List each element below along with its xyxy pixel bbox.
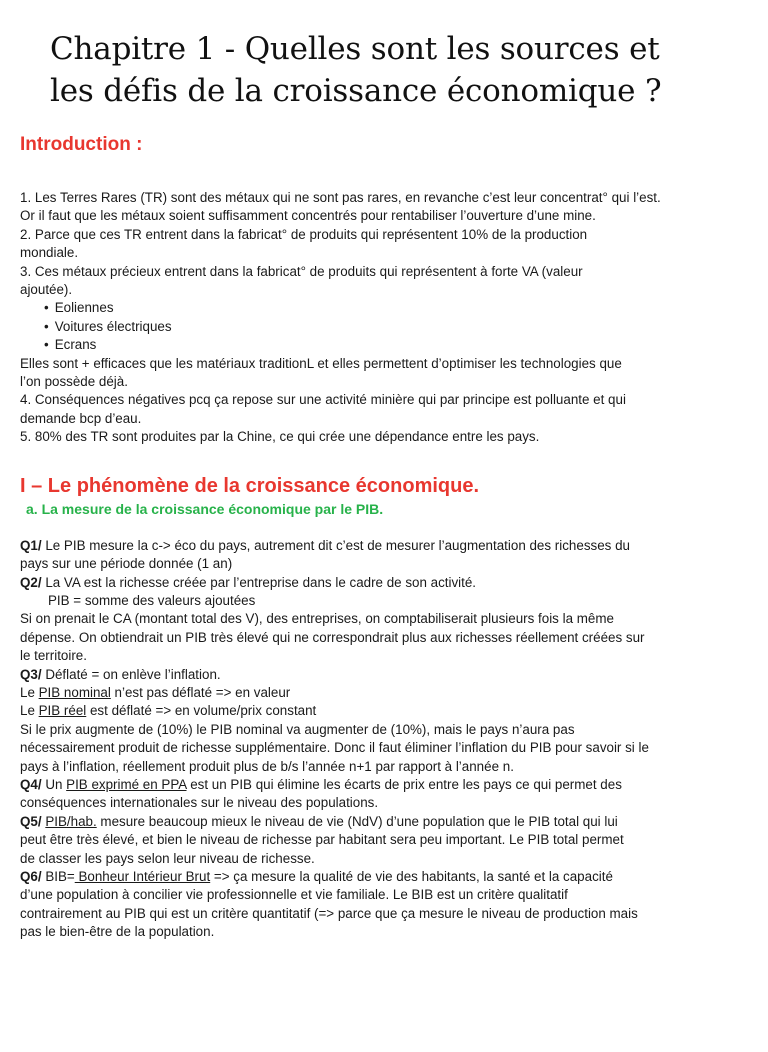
paragraph [20,702,748,720]
text: BIB= [41,869,75,884]
paragraph: peut être très élevé, et bien le niveau de richesse par habitant sera peu important. Le PIB total permet [20,832,624,848]
underlined-term: Bonheur Intérieur Brut [74,869,211,884]
q3-label: Q3/ [20,666,42,682]
paragraph [20,684,748,702]
paragraph: d’une population à concilier vie professionnelle et vie familiale. Le BIB est un critère qualitatif [20,887,568,903]
q1-line [20,537,748,555]
text: mesure beaucoup mieux le niveau de vie (NdV) d’une population que le PIB total qui lui [96,813,618,829]
paragraph: mondiale. [20,245,79,261]
paragraph: conséquences internationales sur le niveau des populations. [20,795,379,811]
list-item: • Voitures électriques [44,318,748,336]
text: Le [20,684,39,700]
text: Un [41,776,67,792]
paragraph: pays sur une période donnée (1 an) [20,556,233,572]
introduction-heading: Introduction : [20,134,143,155]
paragraph: contrairement au PIB qui est un critère quantitatif (=> parce que ça mesure le niveau de production mais [20,905,638,921]
q4-label: Q4/ [20,776,42,792]
section-heading: I – Le phénomène de la croissance économique. [20,474,480,497]
document-page [0,28,768,1052]
paragraph: pas le bien-être de la population. [20,924,215,940]
text: Le PIB mesure la c-> éco du pays, autrement dit c’est de mesurer l’augmentation des richesses du [41,537,630,553]
paragraph: PIB = somme des valeurs ajoutées [48,592,256,608]
text: est un PIB qui élimine les écarts de prix entre les pays ce qui permet des [186,776,622,792]
paragraph: ajoutée). [20,282,73,298]
q5-label: Q5/ [20,813,42,829]
text: Le [20,703,39,719]
paragraph: 2. Parce que ces TR entrent dans la fabricat° de produits qui représentent 10% de la production [20,226,588,242]
list-item: • Eoliennes [44,299,748,317]
underlined-term: PIB/hab. [45,813,97,829]
paragraph: 4. Conséquences négatives pcq ça repose sur une activité minière qui par principe est polluante et qui [20,392,626,408]
paragraph: pays à l’inflation, réellement produit plus de b/s l’année n+1 par rapport à l’année n. [20,758,514,774]
introduction-body [20,189,748,447]
text: La VA est la richesse créée par l’entreprise dans le cadre de son activité. [41,574,477,590]
q2-label: Q2/ [20,574,42,590]
paragraph: Or il faut que les métaux soient suffisamment concentrés pour rentabiliser l’ouverture d’une mine. [20,208,596,224]
subsection-heading: a. La mesure de la croissance économique par le PIB. [26,500,384,517]
text: n’est pas déflaté => en valeur [110,684,291,700]
paragraph: demande bcp d’eau. [20,410,142,426]
text: est déflaté => en volume/prix constant [86,703,317,719]
underlined-term: PIB réel [38,703,87,719]
paragraph: de classer les pays selon leur niveau de richesse. [20,850,315,866]
q1-label: Q1/ [20,537,42,553]
questions-body [20,537,748,942]
paragraph: l’on possède déjà. [20,374,128,390]
paragraph: 5. 80% des TR sont produites par la Chine, ce qui crée une dépendance entre les pays. [20,429,540,445]
underlined-term: PIB nominal [38,684,111,700]
underlined-term: PIB exprimé en PPA [66,776,187,792]
q4-line [20,776,748,794]
paragraph: nécessairement produit de richesse supplémentaire. Donc il faut éliminer l’inflation du PIB pour savoir si le [20,740,649,756]
paragraph: Si le prix augmente de (10%) le PIB nominal va augmenter de (10%), mais le pays n’aura pas [20,721,575,737]
paragraph: 3. Ces métaux précieux entrent dans la fabricat° de produits qui représentent à forte VA (valeur [20,263,583,279]
bullet-list [20,299,748,354]
q6-line [20,868,748,886]
paragraph: Si on prenait le CA (montant total des V), des entreprises, on comptabiliserait plusieurs fois la même [20,611,614,627]
list-item: • Ecrans [44,336,748,354]
text: Déflaté = on enlève l’inflation. [41,666,221,682]
chapter-title-line-2: les défis de la croissance économique ? [50,73,662,109]
q5-line [20,813,748,831]
text: => ça mesure la qualité de vie des habitants, la santé et la capacité [210,869,613,884]
chapter-title [50,28,748,112]
chapter-title-line-1: Chapitre 1 - Quelles sont les sources et [50,31,660,67]
q3-line [20,666,748,684]
q6-label: Q6/ [20,869,42,884]
paragraph: dépense. On obtiendrait un PIB très élevé qui ne correspondrait plus aux richesses réellement créées sur [20,629,645,645]
paragraph: 1. Les Terres Rares (TR) sont des métaux qui ne sont pas rares, en revanche c’est leur concentrat° qui l’est. [20,190,661,205]
paragraph: Elles sont + efficaces que les matériaux traditionL et elles permettent d’optimiser les technologies que [20,355,622,371]
paragraph: le territoire. [20,648,87,664]
q2-line [20,574,748,592]
